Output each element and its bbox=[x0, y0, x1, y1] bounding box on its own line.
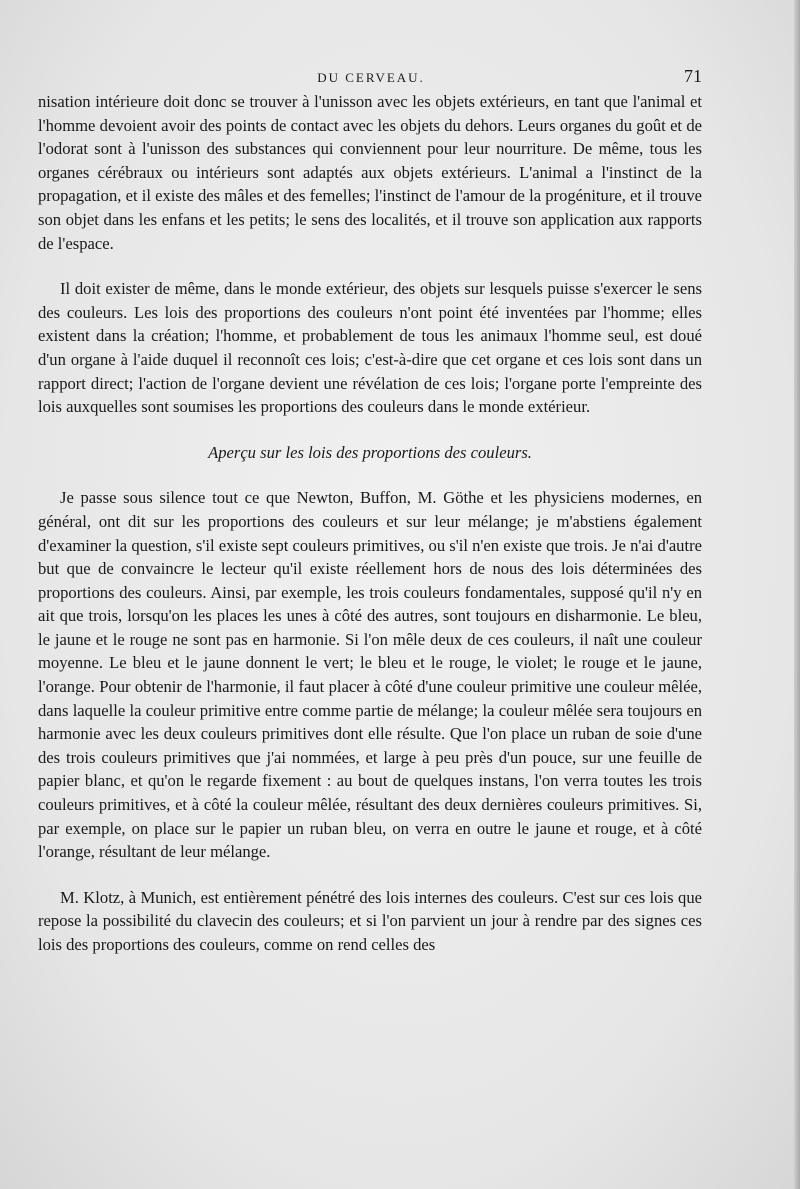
paragraph-gap bbox=[38, 464, 702, 486]
paragraph-gap bbox=[38, 255, 702, 277]
paragraph-gap bbox=[38, 419, 702, 441]
paragraph: M. Klotz, à Munich, est entièrement pénétré des lois internes des couleurs. C'est sur ces lois que repose la possibilité du clavecin des couleurs; et si l'on parvient un jour à rendre par des signes ces lois des proportions des couleurs, comme on rend celles des bbox=[38, 887, 702, 954]
page-edge bbox=[794, 0, 800, 1189]
page-header bbox=[40, 66, 702, 90]
paragraph: nisation intérieure doit donc se trouver à l'unisson avec les objets extérieurs, en tant que l'animal et l'homme devoient avoir des points de contact avec les objets du dehors. Leurs organes du goût et de l'odorat sont à l'unisson des substances qui conviennent pour leur nourriture. De même, tous les organes cérébraux ou intérieurs sont adaptés aux objets extérieurs. L'animal a l'instinct de la propagation, et il existe des mâles et des femelles; l'instinct de l'amour de la progéniture, et il trouve son objet dans les enfans et les petits; le sens des localités, et il trouve son application aux rapports de l'espace. bbox=[38, 92, 702, 253]
page-body bbox=[38, 90, 702, 957]
paragraph: Il doit exister de même, dans le monde extérieur, des objets sur lesquels puisse s'exercer le sens des couleurs. Les lois des proportions des couleurs n'ont point été inventées par l'homme; elles existent dans la création; l'homme, et probablement de tous les animaux l'homme seul, est doué d'un organe à l'aide duquel il reconnoît ces lois; c'est-à-dire que cet organe et ces lois sont dans un rapport direct; l'action de l'organe devient une révélation de ces lois; l'organe porte l'empreinte des lois auxquelles sont soumises les proportions des couleurs dans le monde extérieur. bbox=[38, 279, 702, 417]
section-title: Aperçu sur les lois des proportions des couleurs. bbox=[208, 442, 532, 462]
page-number: 71 bbox=[684, 66, 702, 86]
paragraph-gap bbox=[38, 864, 702, 886]
paragraph: Je passe sous silence tout ce que Newton, Buffon, M. Göthe et les physiciens modernes, en général, ont dit sur les proportions des couleurs et sur leur mélange; je m'abstiens également d'examiner la question, s'il existe sept couleurs primitives, ou s'il n'en existe que trois. Je n'ai d'autre but que de convaincre le lecteur qu'il existe réellement hors de nous des lois déterminées des proportions des couleurs. Ainsi, par exemple, les trois couleurs fondamentales, supposé qu'il n'y en ait que trois, lorsqu'on les places les unes à côté des autres, sont toujours en disharmonie. Le bleu, le jaune et le rouge ne sont pas en harmonie. Si l'on mêle deux de ces couleurs, il naît une couleur moyenne. Le bleu et le jaune donnent le vert; le bleu et le rouge, le violet; le rouge et le jaune, l'orange. Pour obtenir de l'harmonie, il faut placer à côté d'une couleur primitive une couleur mêlée, dans laquelle la couleur primitive entre comme partie de mélange; la couleur mêlée sera toujours en harmonie avec les deux couleurs primitives dont elle résulte. Que l'on place un ruban de soie d'une des trois couleurs primitives que j'ai nommées, et large à peu près d'un pouce, sur une feuille de papier blanc, et qu'on le regarde fixement : au bout de quelques instans, l'on verra toutes les trois couleurs primitives, et à côté la couleur mêlée, résultant des deux dernières couleurs primitives. Si, par exemple, on place sur le papier un ruban bleu, on verra en outre le jaune et rouge, et à côté l'orange, résultant de leur mélange. bbox=[38, 488, 702, 862]
running-head: DU CERVEAU. bbox=[317, 70, 425, 85]
